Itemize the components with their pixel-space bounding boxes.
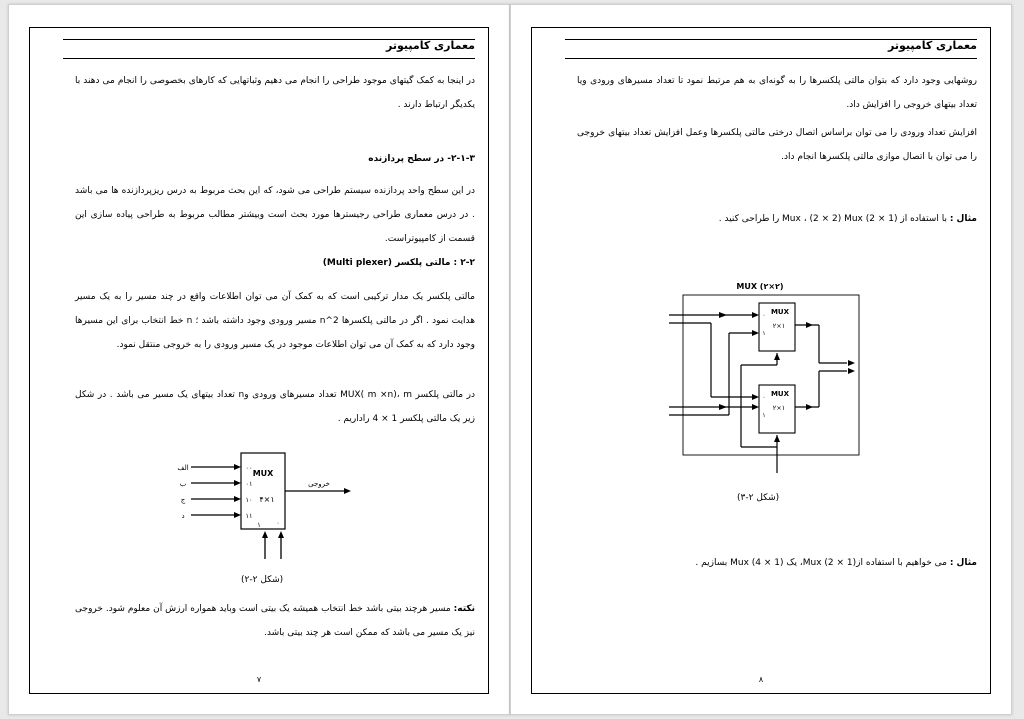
mux-select-lines xyxy=(262,531,284,559)
mux-lower-title: MUX xyxy=(770,390,790,398)
section-heading-multiplexer: ۲-۲ : مالتی پلکسر (Multi plexer) xyxy=(322,258,475,268)
example-1-text: با استفاده از (1 × 2) Mux ، (2 × 2) Mux را طراحی کنید . xyxy=(718,214,947,224)
figure-caption-2-3: (شکل ۲-۳) xyxy=(737,493,780,503)
note-paragraph xyxy=(75,597,475,645)
mux-lower-in1: ۱ xyxy=(762,412,766,419)
figure-mux-2x2 xyxy=(651,277,871,477)
figure-mux-4x1 xyxy=(169,449,359,561)
wiring xyxy=(669,315,847,473)
outer-box xyxy=(683,295,859,455)
mux-size: ۴×۱ xyxy=(259,495,275,504)
mux-upper-in1: ۱ xyxy=(762,330,766,337)
mux-upper-size: ۲×۱ xyxy=(772,322,786,330)
mux-output-line xyxy=(285,488,351,494)
mux-input-lines xyxy=(191,464,241,518)
input-letter-b: ب xyxy=(179,480,187,488)
select-label-1: ۱ xyxy=(257,521,261,529)
paragraph-processor: در این سطح واحد پردازنده سیستم طراحی می شود، که این بحث مربوط به درس ریزپردازنده ها می باشد . در درس معماری طراحی رجیسترها مورد بحث است وبیشتر مطالب مربوط به طراحی پیاده سازی این قسمت از کامپیوتراست. xyxy=(75,186,475,244)
paragraph-tree-parallel: افزایش تعداد ورودی را می توان براساس اتصال درختی مالتی پلکسرها وعمل افزایش تعداد بیتهای خروجی را می توان با اتصال موازی مالتی پلکسرها انجام داد. xyxy=(577,128,977,162)
input-letter-c: ج xyxy=(180,496,186,504)
page-border xyxy=(29,27,489,694)
page-number-right: ۸ xyxy=(758,675,764,684)
input-code-01: ۰۱ xyxy=(245,480,253,488)
input-letter-a: الف xyxy=(177,464,189,472)
input-letter-d: د xyxy=(181,512,185,520)
document-page-right xyxy=(510,4,1012,715)
mux-lower-in0: ۰ xyxy=(762,394,766,401)
example-1-label: مثال : xyxy=(949,214,977,224)
input-code-11: ۱۱ xyxy=(245,512,253,520)
figure-caption-2-2: (شکل ۲-۲) xyxy=(241,575,284,585)
paragraph-combining-mux: روشهایی وجود دارد که بتوان مالتی پلکسرها را به گونه‌ای به هم مرتبط نمود تا تعداد مسیرهای ورودی ویا تعداد بیتهای خروجی را افزایش داد. xyxy=(577,76,977,110)
example-1 xyxy=(577,207,977,231)
mux-upper-in0: ۰ xyxy=(762,312,766,319)
document-page-left xyxy=(8,4,510,715)
figure-title: MUX (۲×۲) xyxy=(736,282,784,291)
example-2-label: مثال : xyxy=(949,558,977,568)
mux-title: MUX xyxy=(252,469,274,478)
mux-lower xyxy=(759,385,795,433)
example-2-text: می خواهیم با استفاده از(1 × 2) Mux، یک (1 × 4) Mux بسازیم . xyxy=(695,558,947,568)
section-heading-processor: ۲-۱-۳- در سطح پردازنده xyxy=(368,154,475,164)
mux-upper-title: MUX xyxy=(770,308,790,316)
paragraph-mux-notation: در مالتی پلکسر MUX( m ×n)، m تعداد مسیرهای ورودی وn تعداد بیتهای یک مسیر می باشد . در شکل زیر یک مالتی پلکسر 1 × 4 راداریم . xyxy=(75,390,475,424)
page-number-left: ۷ xyxy=(256,675,262,684)
mux-lower-size: ۲×۱ xyxy=(772,404,786,412)
select-label-0: ۰ xyxy=(276,519,280,527)
input-code-10: ۱۰ xyxy=(245,496,253,504)
input-code-00: ۰۰ xyxy=(245,464,253,472)
header-rule-bottom xyxy=(63,58,475,59)
arrowheads xyxy=(719,312,855,442)
mux-upper xyxy=(759,303,795,351)
note-label: نکته: xyxy=(453,604,475,614)
paragraph-multiplexer: مالتی پلکسر یک مدار ترکیبی است که به کمک آن می توان اطلاعات واقع در چند مسیر را به یک مسیر هدایت نمود . اگر در مالتی پلکسرها 2^n مسیر ورودی وجود داشته باشد ؛ n خط انتخاب برای این مسیرها وجود دارد که به کمک آن می توان اطلاعات موجود در یک مسیر ورودی را به خروجی منتقل نمود. xyxy=(75,292,475,350)
paragraph-intro: در اینجا به کمک گیتهای موجود طراحی را انجام می دهیم وثباتهایی که کارهای بخصوصی را انجام می دهند با یکدیگر ارتباط دارند . xyxy=(75,76,475,110)
page-header-title: معماری کامپیوتر xyxy=(888,39,977,52)
note-text: مسیر هرچند بیتی باشد خط انتخاب همیشه یک بیتی است وباید همواره ارزش آن معلوم شود. خروجی نیز یک مسیر می باشد که ممکن است هر چند بیتی باشد. xyxy=(75,604,475,638)
output-label: خروجی xyxy=(308,480,330,488)
example-2 xyxy=(577,551,977,575)
page-header-title: معماری کامپیوتر xyxy=(386,39,475,52)
header-rule-bottom xyxy=(565,58,977,59)
